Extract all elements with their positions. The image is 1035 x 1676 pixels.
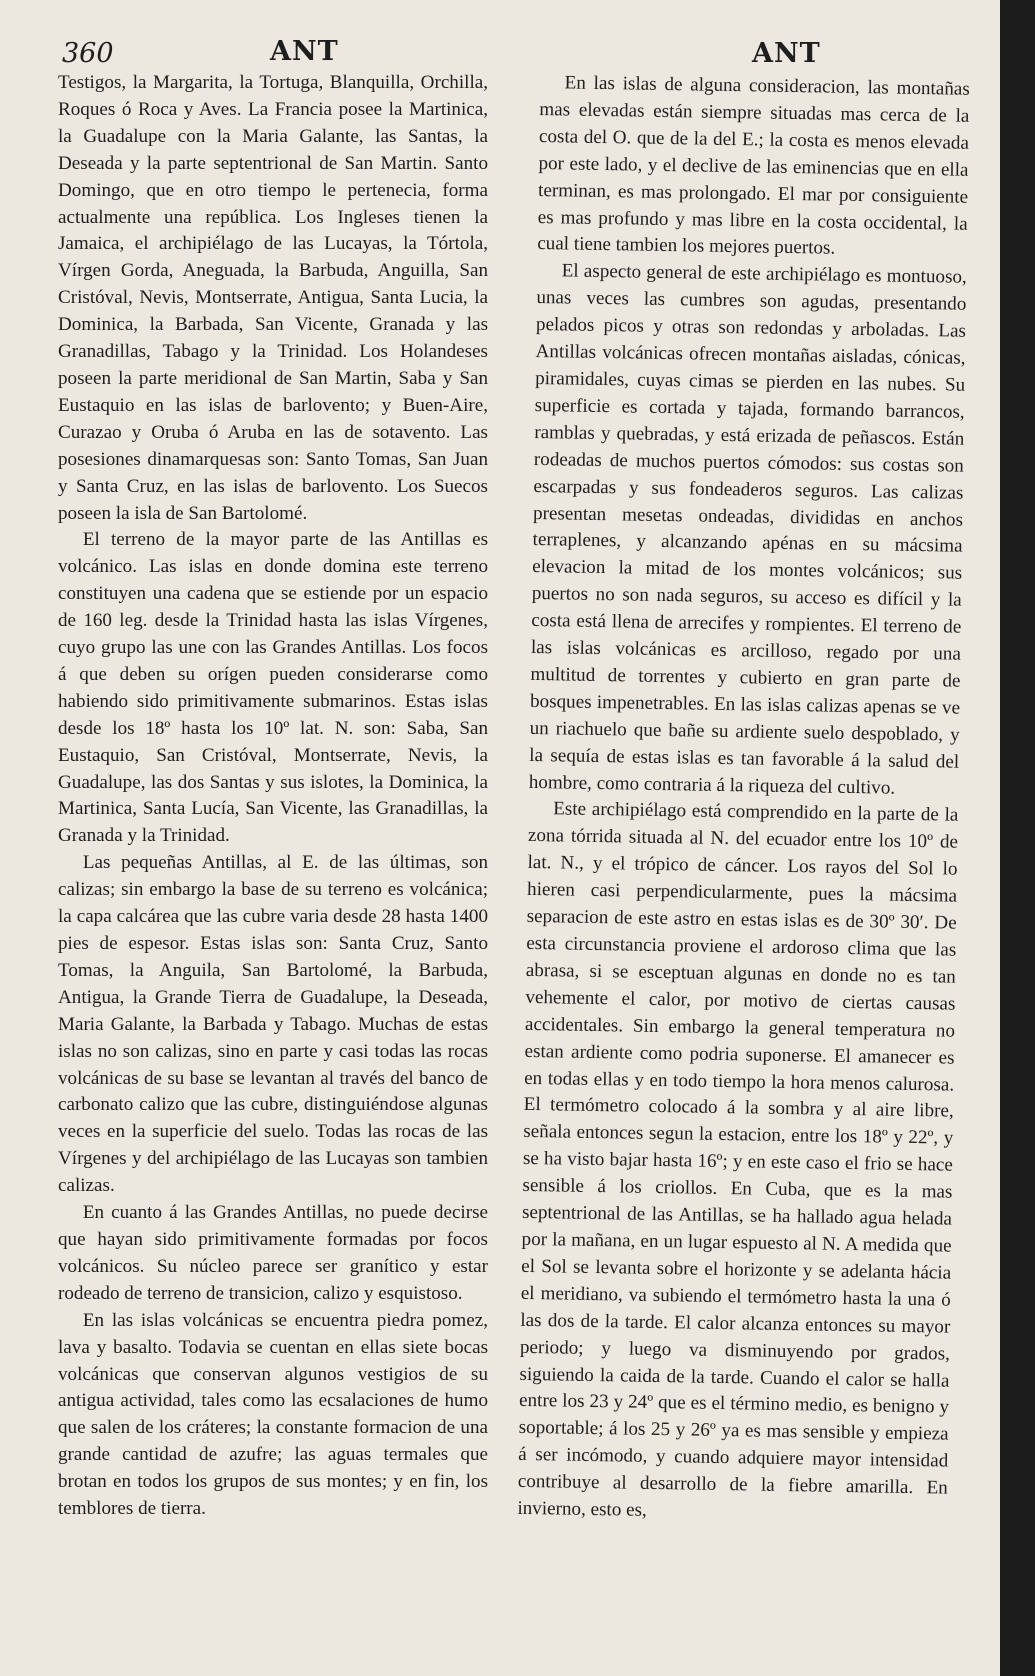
- running-head-right: ANT: [752, 38, 821, 69]
- paragraph: Este archipiélago está comprendido en la parte de la zona tórrida situada al N. del ecuador entre los 10º de lat. N., y el trópico de cáncer. Los rayos del Sol lo hieren casi perpendicularmente, pues la mácsima separacion de este astro en estas islas es de 30º 30′. De esta circunstancia proviene el ardoroso clima que las abrasa, si se esceptuan algunas en donde no es tan vehemente el calor, por motivo de ciertas causas accidentales. Sin embargo la general temperatura no estan ardiente como podria suponerse. El amanecer es en todas ellas y en todo tiempo la hora menos calurosa. El termómetro colocado á la sombra y al aire libre, señala entonces segun la estacion, entre los 18º y 22º, y se ha visto bajar hasta 16º; y en este caso el frio se hace sensible á los criollos. En Cuba, que es la mas septentrional de las Antillas, se ha hallado agua helada por la mañana, en un lugar espuesto al N. A medida que el Sol se levanta sobre el horizonte y se adelanta hácia el meridiano, va subiendo el termómetro hasta la una ó las dos de la tarde. El calor alcanza entonces su mayor periodo; y luego va disminuyendo por grados, siguiendo la caida de la tarde. Cuando el calor se halla entre los 23 y 24º que es el término medio, es benigno y soportable; á los 25 y 26º ya es mas sensible y empieza á ser incómodo, y cuando adquiere mayor intensidad contribuye al desarrollo de la fiebre amarilla. En invierno, esto es,: [517, 798, 959, 1521]
- paragraph: Las pequeñas Antillas, al E. de las últimas, son calizas; sin embargo la base de su terreno es volcánica; la capa calcárea que las cubre varia desde 28 hasta 1400 pies de espesor. Estas islas son: Santa Cruz, Santo Tomas, la Anguila, San Bartolomé, la Barbuda, Antigua, la Grande Tierra de Guadalupe, la Deseada, Maria Galante, la Barbada y Tabago. Muchas de estas islas no son calizas, sino en parte y casi todas las rocas volcánicas de su base se levantan al través del banco de carbonato calizo que las cubre, distinguiéndose algunas veces en la superficie del suelo. Todas las rocas de las Vírgenes y del archipiélago de las Lucayas son tambien calizas.: [58, 852, 488, 1197]
- paragraph: En las islas volcánicas se encuentra piedra pomez, lava y basalto. Todavia se cuentan en ellas siete bocas volcánicas que conservan algunos vestigios de su antigua actividad, tales como las ecsalaciones de humo que salen de los cráteres; la constante formacion de una grande cantidad de azufre; las aguas termales que brotan en todos los grupos de sus montes; y en fin, los temblores de tierra.: [58, 1309, 488, 1520]
- paragraph: En las islas de alguna consideracion, las montañas mas elevadas están siempre situadas mas cerca de la costa del O. que de la del E.; la costa es menos elevada por este lado, y el declive de las eminencias que en ella terminan, es mas prolongado. El mar por consiguiente es mas profundo y mas libre en la costa occidental, la cual tiene tambien los mejores puertos.: [537, 72, 970, 260]
- right-column: [517, 70, 970, 1530]
- left-column: [58, 70, 488, 1523]
- paragraph: El aspecto general de este archipiélago es montuoso, unas veces las cumbres son agudas, presentando pelados picos y otras son redondas y arboladas. Las Antillas volcánicas ofrecen montañas aisladas, cónicas, piramidales, cuyas cimas se pierden en las nubes. Su superficie es cortada y tajada, formando barrancos, ramblas y quebradas, y está erizada de peñascos. Están rodeadas de muchos puertos cómodos: sus costas son escarpadas y sus fondeaderos seguros. Las calizas presentan mesetas ondeadas, divididas en anchos terraplenes, y alcanzando apénas en su mácsima elevacion la mitad de los montes volcánicos; sus puertos no son nada seguros, su acceso es difícil y la costa está llena de arrecifes y rompientes. El terreno de las islas volcánicas es arcilloso, regado por una multitud de torrentes y cubierto en gran parte de bosques impenetrables. En las islas calizas apenas se ve un riachuelo que bañe su ardiente suelo despoblado, y la sequía de estas islas es tan favorable á la salud del hombre, como contraria á la riqueza del cultivo.: [528, 260, 967, 799]
- paragraph: Testigos, la Margarita, la Tortuga, Blanquilla, Orchilla, Roques ó Roca y Aves. La Francia posee la Martinica, la Guadalupe con la Maria Galante, las Santas, la Deseada y la parte septentrional de San Martin. Santo Domingo, que en otro tiempo le pertenecia, forma actualmente una república. Los Ingleses tienen la Jamaica, el archipiélago de las Lucayas, la Tórtola, Vírgen Gorda, Aneguada, la Barbuda, Anguilla, San Cristóval, Nevis, Montserrate, Antigua, Santa Lucia, la Dominica, la Barbada, San Vicente, Granada y las Granadillas, Tabago y la Trinidad. Los Holandeses poseen la parte meridional de San Martin, Saba y San Eustaquio en las islas de barlovento; y Buen-Aire, Curazao y Oruba ó Aruba en las de sotavento. Las posesiones dinamarquesas son: Santo Tomas, San Juan y Santa Cruz, en las islas de barlovento. Los Suecos poseen la isla de San Bartolomé.: [58, 72, 488, 524]
- page-number: 360: [62, 38, 114, 69]
- running-head-left: ANT: [270, 36, 339, 67]
- paragraph: El terreno de la mayor parte de las Antillas es volcánico. Las islas en donde domina este terreno constituyen una cadena que se estiende por un espacio de 160 leg. desde la Trinidad hasta las islas Vírgenes, cuyo grupo las une con las Grandes Antillas. Los focos á que deben su orígen pueden considerarse como habiendo sido primitivamente submarinos. Estas islas desde los 18º hasta los 10º lat. N. son: Saba, San Eustaquio, San Cristóval, Montserrate, Nevis, la Guadalupe, las dos Santas y sus islotes, la Dominica, la Martinica, Santa Lucía, San Vicente, las Granadillas, la Granada y la Trinidad.: [58, 529, 488, 847]
- page-header: [0, 34, 1000, 74]
- paragraph: En cuanto á las Grandes Antillas, no puede decirse que hayan sido primitivamente formadas por focos volcánicos. Su núcleo parece ser granítico y estar rodeado de terreno de transicion, calizo y esquistoso.: [58, 1202, 488, 1304]
